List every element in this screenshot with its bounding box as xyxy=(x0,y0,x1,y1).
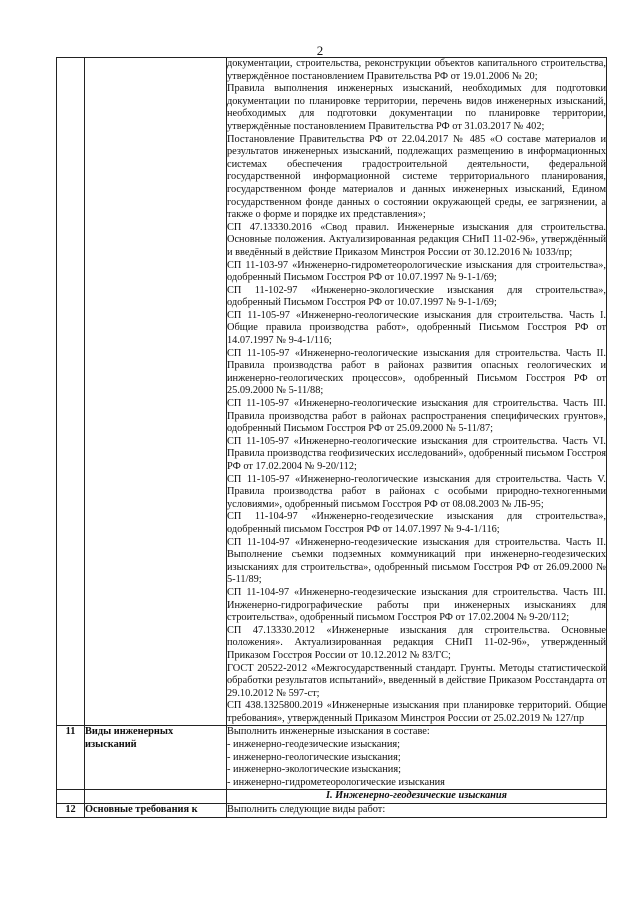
norm-paragraph: СП 11-104-97 «Инженерно-геодезические изыскания для строительства», одобренный письмом Госстроя РФ от 14.07.1997 № 9-4-1/116; xyxy=(227,511,606,535)
page-number: 2 xyxy=(316,43,324,58)
norm-paragraph: Постановление Правительства РФ от 22.04.2017 № 485 «О составе материалов и результатов инженерных изысканий, подлежащих размещению в информационных системах обеспечения градостроительной деятельности, федеральной государственной информационной системе территориального планирования, государственном фонде материалов и данных инженерных изысканий, Едином государственном фонде данных о состоянии окружающей среды, ее загрязнении, а также о форме и порядке их представления»; xyxy=(227,133,606,221)
norm-paragraph: СП 47.13330.2012 «Инженерные изыскания для строительства. Основные положения». Актуализированная редакция СНиП 11-02-96», утвержденный Приказом Госстроя России от 10.12.2012 № 83/ГС; xyxy=(227,624,606,661)
table-row xyxy=(57,58,607,726)
survey-types-cell xyxy=(227,726,607,790)
norm-paragraph: Правила выполнения инженерных изысканий, необходимых для подготовки документации по планировке территории, перечень видов инженерных изысканий, необходимых для подготовки документации по планировке территории, утверждённые постановлением Правительства РФ от 31.03.2017 № 402; xyxy=(227,83,606,132)
norm-paragraph: СП 11-104-97 «Инженерно-геодезические изыскания для строительства. Часть III. Инженерно-гидрографические работы при инженерных изысканиях для строительства», одобренный письмом Госстроя РФ от 17.02.2004 № 9-20/112; xyxy=(227,586,606,624)
table-row xyxy=(57,726,607,790)
norm-paragraph: СП 438.1325800.2019 «Инженерные изыскания при планировке территорий. Общие требования», утвержденный Приказом Минстроя России от 25.02.2019 № 127/пр xyxy=(227,700,606,724)
norm-paragraph: СП 11-105-97 «Инженерно-геологические изыскания для строительства. Часть V. Правила производства работ в районах с особыми природно-техногенными условиями», одобренный письмом Госстроя РФ от 08.08.2003 № ЛБ-95; xyxy=(227,473,606,510)
row-number: 12 xyxy=(57,804,85,818)
norm-paragraph: СП 11-105-97 «Инженерно-геологические изыскания для строительства. Часть I. Общие правила производства работ», одобренный Письмом Госстроя РФ от 14.07.1997 № 9-4-1/116; xyxy=(227,309,606,347)
row-label: Виды инженерных изысканий xyxy=(85,726,227,790)
norm-paragraph: СП 11-105-97 «Инженерно-геологические изыскания для строительства. Часть II. Правила производства работ в районах развития опасных геологических и инженерно-геологических процессов», одобренный Письмом Госстроя РФ от 25.09.2000 № 5-11/88; xyxy=(227,347,606,397)
requirements-table xyxy=(56,57,607,818)
table-row xyxy=(57,804,607,818)
row-number: 11 xyxy=(57,726,85,790)
row-label: Основные требования к xyxy=(85,804,227,818)
norm-paragraph: документации, строительства, реконструкции объектов капитального строительства, утверждённое постановлением Правительства РФ от 19.01.2006 № 20; xyxy=(227,58,606,82)
list-item: - инженерно-геологические изыскания; xyxy=(227,751,401,763)
list-item: - инженерно-экологические изыскания; xyxy=(227,764,401,776)
table-row xyxy=(57,790,607,804)
list-item: - инженерно-гидрометеорологические изыскания xyxy=(227,776,445,788)
norm-paragraph: ГОСТ 20522-2012 «Межгосударственный стандарт. Грунты. Методы статистической обработки результатов испытаний», введенный в действие Приказом Росстандарта от 29.10.2012 № 597-ст; xyxy=(227,662,606,699)
row-number-cell xyxy=(57,58,85,726)
list-item: Выполнить инженерные изыскания в составе: xyxy=(227,726,430,738)
row-label-cell xyxy=(85,58,227,726)
list-item: - инженерно-геодезические изыскания; xyxy=(227,739,401,751)
norm-paragraph: СП 11-105-97 «Инженерно-геологические изыскания для строительства. Часть III. Правила производства работ в районах распространения специфических грунтов», одобренный Письмом Госстроя РФ от 25.09.2000 № 5-11/87; xyxy=(227,398,606,435)
norm-paragraph: СП 11-104-97 «Инженерно-геодезические изыскания для строительства. Часть II. Выполнение съемки подземных коммуникаций при инженерно-геодезических изысканиях для строительства», одобренный письмом Госстроя РФ от 26.09.2000 № 5-11/89; xyxy=(227,536,606,586)
section-title: I. Инженерно-геодезические изыскания xyxy=(227,790,607,804)
empty-cell xyxy=(57,790,85,804)
norm-paragraph: СП 11-103-97 «Инженерно-гидрометеорологические изыскания для строительства», одобренный Письмом Госстроя РФ от 10.07.1997 № 9-1-1/69; xyxy=(227,259,606,284)
normative-documents-cell xyxy=(227,58,607,726)
empty-cell xyxy=(85,790,227,804)
norm-paragraph: СП 47.13330.2016 «Свод правил. Инженерные изыскания для строительства. Основные положения. Актуализированная редакция СНиП 11-02-96», утверждённый и введённый в действие Приказом Минстроя России от 30.12.2016 № 1033/пр; xyxy=(227,221,606,258)
norm-paragraph: СП 11-105-97 «Инженерно-геологические изыскания для строительства. Часть VI. Правила производства геофизических исследований», одобренный письмом Госстроя РФ от 17.02.2004 № 9-20/112; xyxy=(227,435,606,472)
norm-paragraph: СП 11-102-97 «Инженерно-экологические изыскания для строительства», одобренный Письмом Госстроя РФ от 10.07.1997 № 9-1-1/69; xyxy=(227,284,606,309)
row-text: Выполнить следующие виды работ: xyxy=(227,804,607,818)
